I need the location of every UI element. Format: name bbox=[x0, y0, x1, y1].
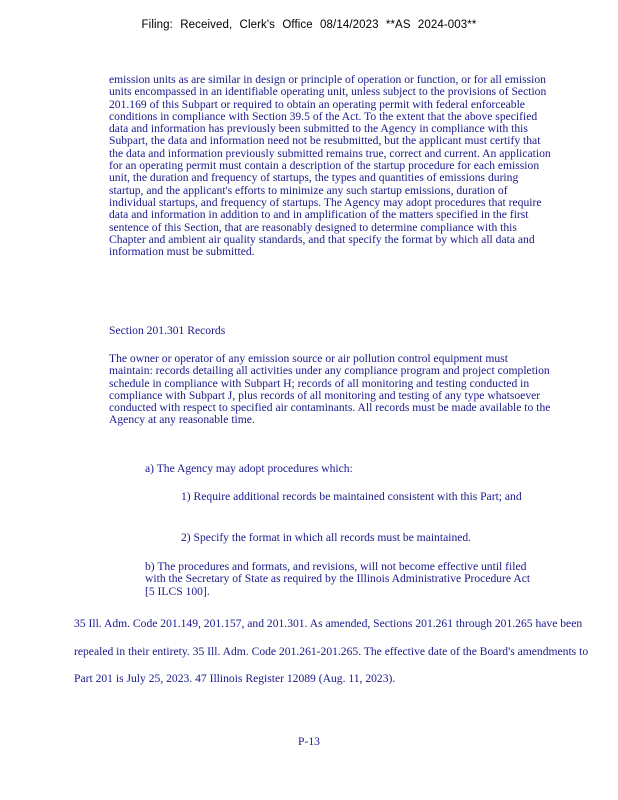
filing-header: Filing: Received, Clerk's Office 08/14/2023 **AS 2024-003** bbox=[141, 19, 477, 31]
paragraph-permit-application: emission units as are similar in design or principle of operation or function, or for all emission units encompassed in an identifiable operating unit, unless subject to the provisions of Section 201.169 of this Subpart or required to obtain an operating permit with federal enforceable conditions in compliance with Section 39.5 of the Act. To the extent that the above specified data and information has previously been submitted to the Agency in compliance with this Subpart, the data and information need not be resubmitted, but the applicant must certify that the data and information previously submitted remains true, correct and current. An application for an operating permit must contain a description of the startup procedure for each emission unit, the duration and frequency of startups, the types and quantities of emissions during startup, and the applicant's efforts to minimize any such startup emissions, duration of individual startups, and frequency of startups. The Agency may adopt procedures that require data and information in addition to and in amplification of the matters specified in the first sentence of this Section, that are reasonably designed to determine compliance with this Chapter and ambient air quality standards, and that specify the format by which all data and information must be submitted. bbox=[109, 73, 551, 259]
paragraph-records: The owner or operator of any emission source or air pollution control equipment must maintain: records detailing all activities under any compliance program and project completion schedule in compliance with Subpart H; records of all monitoring and testing conducted in compliance with Subpart J, plus records of all monitoring and testing of any type whatsoever conducted with respect to specified air contaminants. All records must be made available to the Agency at any reasonable time. bbox=[109, 352, 551, 427]
section-heading: Section 201.301 Records bbox=[109, 324, 226, 337]
list-item-1: 1) Require additional records be maintained consistent with this Part; and bbox=[181, 490, 522, 503]
list-item-a: a) The Agency may adopt procedures which: bbox=[145, 462, 353, 475]
list-item-b: b) The procedures and formats, and revisions, will not become effective until filed with the Secretary of State as required by the Illinois Administrative Procedure Act [5 ILCS 100]. bbox=[145, 560, 531, 598]
amendment-note: 35 Ill. Adm. Code 201.149, 201.157, and 201.301. As amended, Sections 201.261 through 201.265 have been repealed in their entirety. 35 Ill. Adm. Code 201.261-201.265. The effective date of the Board's amendments to Part 201 is July 25, 2023. 47 Illinois Register 12089 (Aug. 11, 2023). bbox=[74, 617, 589, 685]
page-number: P-13 bbox=[298, 735, 320, 748]
list-item-2: 2) Specify the format in which all records must be maintained. bbox=[181, 531, 472, 544]
